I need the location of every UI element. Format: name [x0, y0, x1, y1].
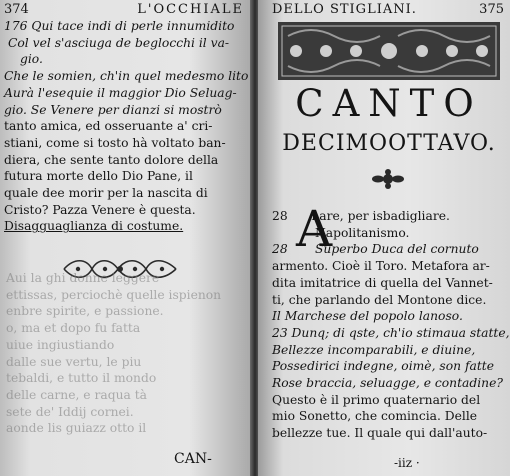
text-line: diera, che sente tanto dolore della	[4, 152, 219, 167]
text-line: gio. Se Venere per dianzi si mostrò	[4, 102, 222, 117]
left-page-number: 374	[4, 2, 29, 17]
head-banner	[278, 22, 500, 80]
drop-capital: A	[296, 200, 333, 258]
text-line: Rose braccia, seluagge, e contadine?	[272, 376, 503, 391]
canto-subtitle: DECIMOOTTAVO.	[282, 131, 496, 156]
text-line: 28 Superbo Duca del cornuto	[272, 242, 479, 257]
text-line: Questo è il primo quaternario del	[272, 392, 481, 407]
text-line: Che le somien, ch'in quel medesmo lito	[4, 69, 249, 84]
left-running-title: L'OCCHIALE	[137, 2, 244, 17]
right-running-title: DELLO STIGLIANI.	[272, 2, 417, 17]
text-line: 23 Dunq; di qste, ch'io stimaua statte,	[272, 325, 510, 340]
text-line: Napolitanismo.	[272, 225, 410, 240]
text-line: 176 Qui tace indi di perle innumidito	[4, 19, 235, 33]
text-line: Col vel s'asciuga de beglocchi il va-	[8, 35, 230, 50]
text-line: Il Marchese del popolo lanoso.	[272, 309, 463, 324]
left-running-head	[4, 2, 244, 17]
catchword: CAN-	[174, 451, 212, 467]
text-line: Bellezze incomparabili, e diuine,	[272, 342, 476, 357]
text-line: Aurà l'esequie il maggior Dio Seluag-	[4, 85, 237, 100]
text-line: futura morte dello Dio Pane, il	[4, 169, 193, 184]
text-line: Disagguaglianza di costume.	[4, 219, 184, 234]
text-line: ti, che parlando del Montone dice.	[272, 292, 487, 307]
left-page	[0, 0, 252, 476]
text-line: 28 Lare, per isbadigliare.	[272, 209, 450, 223]
right-page	[258, 0, 510, 476]
fleuron-icon	[369, 168, 407, 190]
canto-title: CANTO	[295, 82, 483, 125]
text-line: mio Sonetto, che comincia. Delle	[272, 409, 478, 424]
text-line: armento. Cioè il Toro. Metafora ar-	[272, 259, 490, 274]
text-line: stiani, come si tosto hà voltato ban-	[4, 135, 226, 150]
text-line: tanto amica, ed osseruante a' cri-	[4, 119, 213, 134]
text-line: gio.	[20, 52, 43, 67]
page-footer: -iiz ·	[394, 456, 420, 470]
bleed-through-text: Aui la ghi donne leggere ettissas, perciochè quelle ispienon enbre spirite, e passione. o, ma et dopo fu fatta uiue ingiustiando dalle sue vertu, le piu tebaldi, e tutto il mondo delle carne, e raqua tà sete de' Iddij cornei. aonde lis guiazz otto il	[6, 271, 222, 436]
right-page-number: 375	[479, 2, 504, 17]
left-body-text	[4, 18, 248, 235]
text-line: Possedirici indegne, oimè, son fatte	[272, 359, 494, 374]
text-line: quale dee morir per la nascita di	[4, 186, 208, 201]
text-line: dita imitatrice di quella del Vannet-	[272, 275, 493, 290]
right-running-head	[272, 2, 504, 17]
text-line: Cristo? Pazza Venere è questa.	[4, 202, 196, 217]
text-line: bellezze tue. Il quale qui dall'auto-	[272, 426, 488, 441]
right-body-text	[272, 208, 510, 442]
